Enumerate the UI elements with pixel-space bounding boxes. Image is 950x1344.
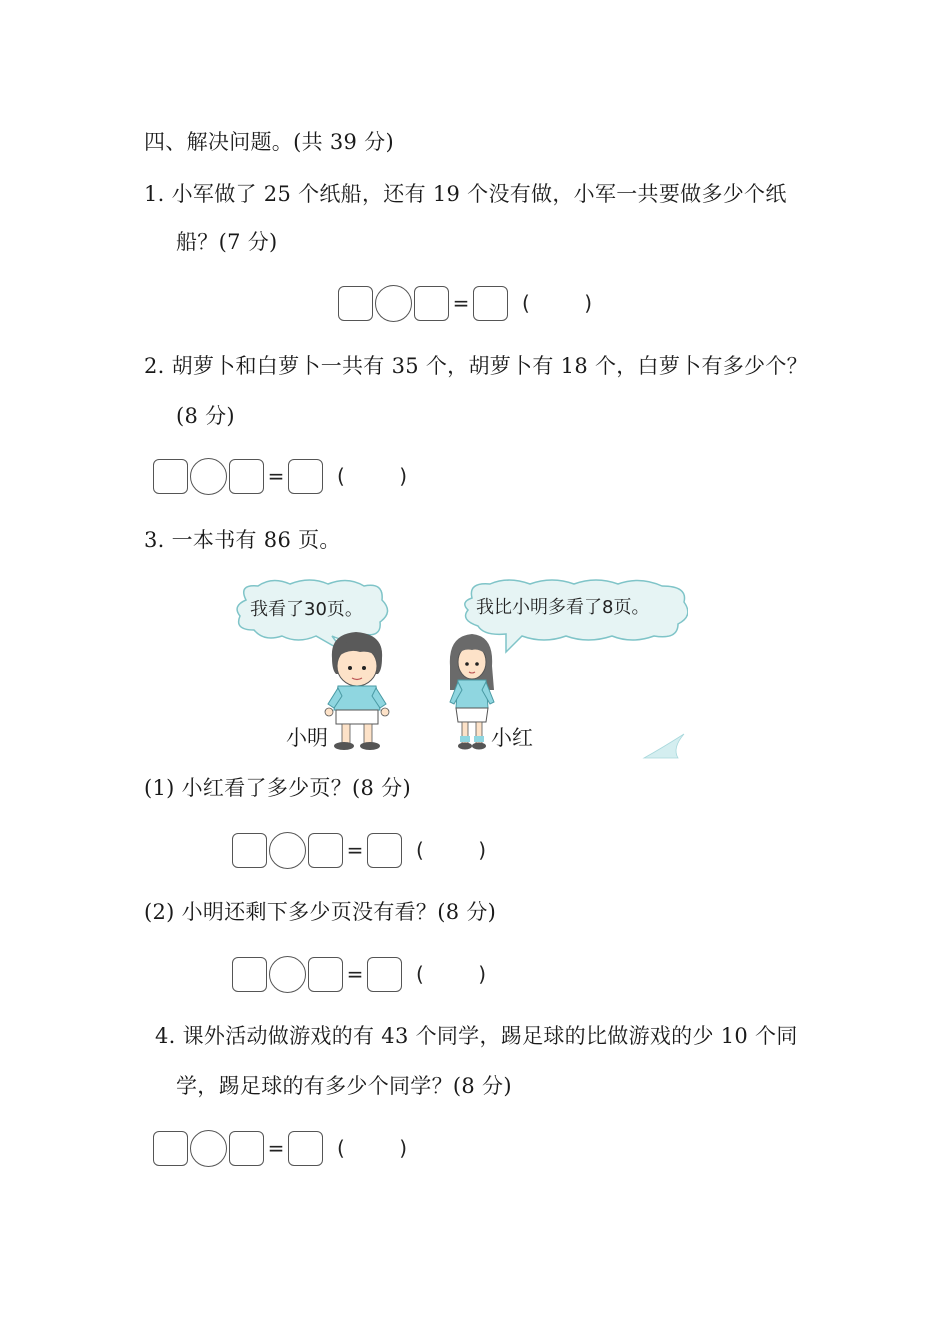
operand-box[interactable] [308, 833, 343, 868]
q2-equation [153, 456, 407, 496]
grass-decoration [644, 734, 684, 758]
result-box[interactable] [367, 833, 402, 868]
unit-blank[interactable]: ( ) [416, 962, 486, 986]
equals-sign: = [346, 962, 364, 986]
operand-box[interactable] [414, 286, 449, 321]
q2-text-line1: 2. 胡萝卜和白萝卜一共有 35 个，胡萝卜有 18 个，白萝卜有多少个？ [144, 354, 808, 378]
q1-text-line1: 1. 小军做了 25 个纸船，还有 19 个没有做，小军一共要做多少个纸 [144, 182, 787, 206]
unit-blank[interactable]: ( ) [416, 838, 486, 862]
q3-sub2-text: (2) 小明还剩下多少页没有看？(8 分) [144, 900, 497, 924]
q1-text-line2: 船？(7 分) [176, 230, 278, 254]
unit-blank[interactable]: ( ) [522, 291, 592, 315]
operator-circle[interactable] [375, 285, 412, 322]
q1-equation [338, 283, 592, 323]
result-box[interactable] [288, 1131, 323, 1166]
result-box[interactable] [288, 459, 323, 494]
operand-box[interactable] [308, 957, 343, 992]
q3-text-line1: 3. 一本书有 86 页。 [144, 528, 341, 552]
operand-box[interactable] [229, 1131, 264, 1166]
girl-name-label: 小红 [491, 726, 533, 750]
equals-sign: = [267, 464, 285, 488]
operator-circle[interactable] [190, 1130, 227, 1167]
q4-text-line1: 4. 课外活动做游戏的有 43 个同学，踢足球的比做游戏的少 10 个同 [155, 1024, 798, 1048]
girl-bubble-text: 我比小明多看了8页。 [476, 597, 650, 618]
equals-sign: = [346, 838, 364, 862]
result-box[interactable] [367, 957, 402, 992]
operand-box[interactable] [229, 459, 264, 494]
q3-sub1-text: (1) 小红看了多少页？(8 分) [144, 776, 411, 800]
operand-box[interactable] [153, 459, 188, 494]
operator-circle[interactable] [269, 832, 306, 869]
equals-sign: = [267, 1136, 285, 1160]
operand-box[interactable] [153, 1131, 188, 1166]
operand-box[interactable] [338, 286, 373, 321]
operand-box[interactable] [232, 957, 267, 992]
q2-text-line2: (8 分) [176, 404, 235, 428]
result-box[interactable] [473, 286, 508, 321]
operator-circle[interactable] [190, 458, 227, 495]
girl-speech-bubble [465, 580, 688, 652]
q4-equation [153, 1128, 407, 1168]
unit-blank[interactable]: ( ) [337, 1136, 407, 1160]
q3-sub2-equation [232, 954, 486, 994]
girl-figure [450, 634, 494, 750]
operand-box[interactable] [232, 833, 267, 868]
boy-name-label: 小明 [286, 726, 328, 750]
boy-figure [325, 632, 389, 750]
equals-sign: = [452, 291, 470, 315]
unit-blank[interactable]: ( ) [337, 464, 407, 488]
q3-sub1-equation [232, 830, 486, 870]
section-title: 四、解决问题。(共 39 分) [144, 130, 394, 154]
boy-bubble-text: 我看了30页。 [250, 599, 363, 620]
q4-text-line2: 学，踢足球的有多少个同学？(8 分) [176, 1074, 512, 1098]
operator-circle[interactable] [269, 956, 306, 993]
